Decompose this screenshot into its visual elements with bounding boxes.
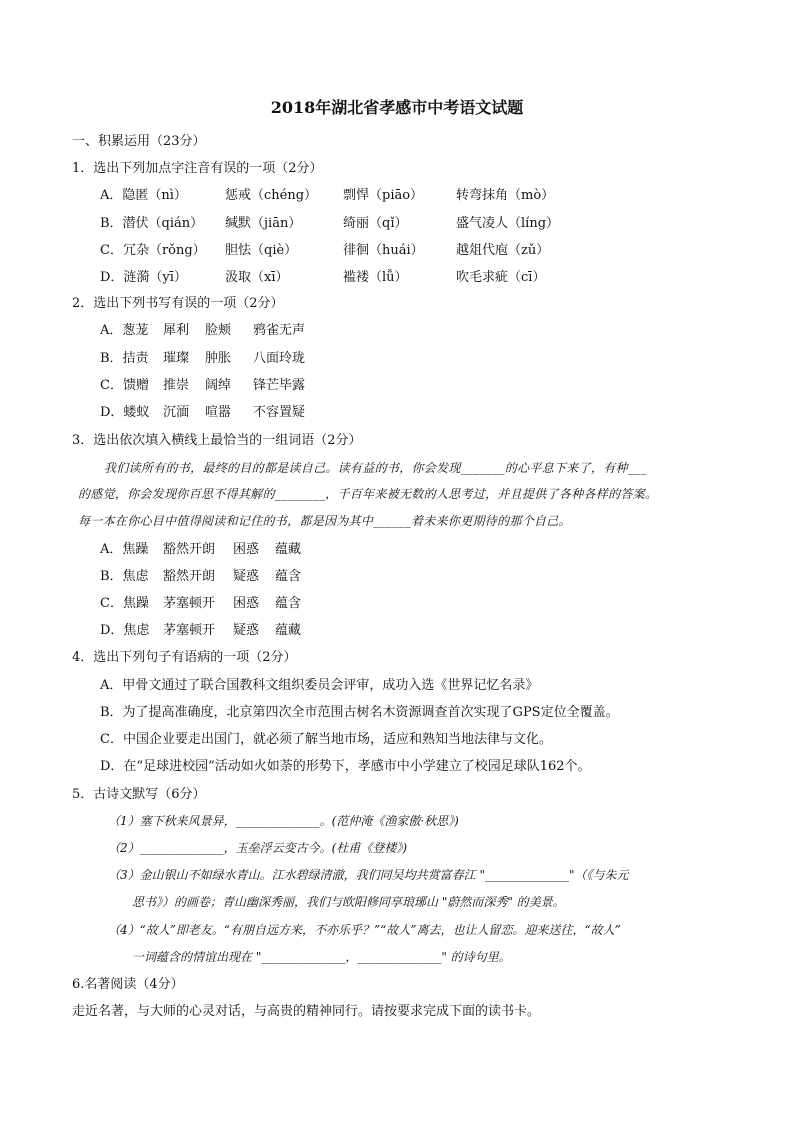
q2-option: A．葱茏: [100, 323, 149, 338]
q5-item: （1）塞下秋来风景异，______________。(范仲淹《渔家傲·秋思》): [108, 814, 459, 828]
q3-option: B．焦虑: [100, 569, 149, 584]
q3-option: 豁然开朗: [163, 569, 216, 584]
q2-option: 犀利: [163, 323, 190, 338]
q3-option: 蕴藏: [275, 623, 302, 638]
q2-option: 璀璨: [163, 351, 190, 366]
page-title: 2018年湖北省孝感市中考语文试题: [270, 98, 524, 117]
q1-option: A．隐匿（nì）: [100, 188, 187, 203]
q5-item: （2）______________，玉垒浮云变古今。(杜甫《登楼》): [108, 841, 407, 855]
q3-option: 疑惑: [233, 569, 260, 584]
question-2-stem: 2．选出下列书写有误的一项（2分）: [72, 296, 284, 311]
q2-option: 肿胀: [205, 351, 232, 366]
q3-option: A．焦躁: [100, 542, 149, 557]
question-1-stem: 1．选出下列加点字注音有误的一项（2分）: [72, 161, 323, 176]
q2-option: 沉湎: [163, 405, 190, 420]
q1-option: 徘徊（huái）: [343, 243, 424, 258]
q3-option: 蕴藏: [275, 542, 302, 557]
question-6-stem: 6.名著阅读（4分）: [72, 977, 184, 992]
q1-option: D．涟漪（yī）: [100, 270, 187, 285]
q1-option: B．潜伏（qián）: [100, 216, 204, 231]
q4-option: B．为了提高准确度，北京第四次全市范围古树名木资源调查首次实现了GPS定位全覆盖。: [100, 705, 619, 720]
q3-passage-line: 每一本在你心目中值得阅读和记住的书，都是因为其中______着未来你更期待的那个自己。: [78, 514, 571, 528]
q3-passage-line: 我们读所有的书，最终的目的都是读自己。读有益的书，你会发现_______的心平息下来了，有种___: [104, 461, 647, 475]
q1-option: 胆怯（qiè）: [225, 243, 298, 258]
q2-option: 推崇: [163, 378, 190, 393]
question-4-stem: 4．选出下列句子有语病的一项（2分）: [72, 650, 297, 665]
section-heading: 一、积累运用（23分）: [72, 134, 206, 149]
q4-option: D．在“足球进校园”活动如火如荼的形势下，孝感市中小学建立了校园足球队162个。: [100, 759, 591, 774]
q2-option: 锋芒毕露: [253, 378, 306, 393]
q1-option: C．冗杂（rǒng）: [100, 243, 206, 258]
q1-option: 吹毛求疵（cī）: [456, 270, 546, 285]
q5-item-continuation: 一词蕴含的情谊出现在 "______________，______________" 的诗句里。: [132, 950, 511, 964]
q4-option: A．甲骨文通过了联合国教科文组织委员会评审，成功入选《世界记忆名录》: [100, 678, 539, 693]
q1-option: 绮丽（qǐ）: [343, 216, 408, 231]
question-3-stem: 3．选出依次填入横线上最恰当的一组词语（2分）: [72, 433, 362, 448]
q3-option: 困惑: [233, 596, 260, 611]
q2-option: 鸦雀无声: [253, 323, 306, 338]
q1-option: 越俎代庖（zǔ）: [456, 243, 550, 258]
q1-option: 转弯抹角（mò）: [456, 188, 555, 203]
q6-intro: 走近名著，与大师的心灵对话，与高贵的精神同行。请按要求完成下面的读书卡。: [72, 1004, 541, 1019]
q3-option: 蕴含: [275, 569, 302, 584]
q5-item: （4）“故人”即老友。“有朋自远方来，不亦乐乎？”“故人”离去，也让人留恋。迎来送往，“故人”: [108, 923, 621, 937]
q3-option: 困惑: [233, 542, 260, 557]
q2-option: C．馈赠: [100, 378, 149, 393]
q4-option: C．中国企业要走出国门，就必须了解当地市场，适应和熟知当地法律与文化。: [100, 732, 552, 747]
q5-item: （3）金山银山不如绿水青山。江水碧绿清澈，我们同吴均共赏富春江 "______________"（《与朱元: [108, 868, 629, 882]
q1-option: 剽悍（piāo）: [343, 188, 424, 203]
q3-option: D．焦虑: [100, 623, 150, 638]
q2-option: 阔绰: [205, 378, 232, 393]
q3-option: 茅塞顿开: [163, 623, 216, 638]
q1-option: 盛气凌人（líng）: [456, 216, 560, 231]
q2-option: 喧嚣: [205, 405, 232, 420]
q1-option: 缄默（jiān）: [225, 216, 302, 231]
q3-option: C．焦躁: [100, 596, 149, 611]
q2-option: 不容置疑: [253, 405, 306, 420]
q1-option: 惩戒（chéng）: [225, 188, 318, 203]
question-5-stem: 5．古诗文默写（6分）: [72, 787, 206, 802]
q3-passage-line: 的感觉，你会发现你百思不得其解的________，千百年来被无数的人思考过，并且提供了各种各样的答案。: [78, 487, 658, 501]
q2-option: B．拮责: [100, 351, 149, 366]
q1-option: 褴褛（lǚ）: [343, 270, 408, 285]
q2-option: 脸颊: [205, 323, 232, 338]
q3-option: 茅塞顿开: [163, 596, 216, 611]
q3-option: 疑惑: [233, 623, 260, 638]
q2-option: D．蝼蚁: [100, 405, 150, 420]
q3-option: 豁然开朗: [163, 542, 216, 557]
q1-option: 汲取（xī）: [225, 270, 289, 285]
q2-option: 八面玲珑: [253, 351, 306, 366]
q5-item-continuation: 思书》）的画卷；青山幽深秀丽，我们与欧阳修同享琅琊山 "蔚然而深秀" 的美景。: [132, 895, 565, 909]
q3-option: 蕴含: [275, 596, 302, 611]
